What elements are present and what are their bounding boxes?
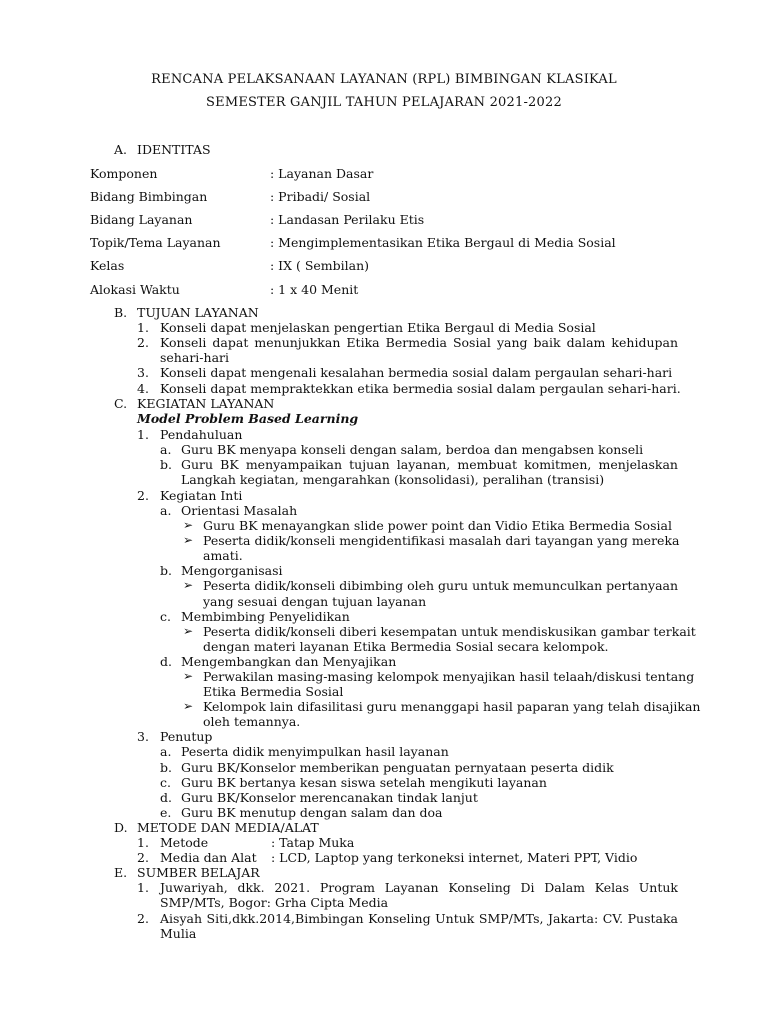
bullet-item-continuation: dengan materi layanan Etika Bermedia Sosial secara kelompok. [203, 639, 609, 654]
reference-item-continuation: Mulia [160, 926, 197, 941]
bullet-arrow-icon: ➢ [183, 533, 194, 547]
subsection-title: Penutup [160, 729, 213, 744]
identity-label-alokasi: Alokasi Waktu [90, 282, 180, 297]
list-number: 2. [137, 911, 149, 926]
reference-item: Aisyah Siti,dkk.2014,Bimbingan Konseling Untuk SMP/MTs, Jakarta: CV. Pustaka [160, 911, 678, 926]
subsection-title: Pendahuluan [160, 427, 243, 442]
identity-value-bidang-bimbingan: : Pribadi/ Sosial [270, 189, 371, 204]
reference-item-continuation: SMP/MTs, Bogor: Grha Cipta Media [160, 895, 389, 910]
section-a-heading: IDENTITAS [137, 142, 211, 157]
bullet-item: Peserta didik/konseli dibimbing oleh guru untuk memunculkan pertanyaan [203, 578, 679, 593]
identity-label-topik: Topik/Tema Layanan [90, 235, 221, 250]
list-item: Konseli dapat menunjukkan Etika Bermedia Sosial yang baik dalam kehidupan [160, 335, 678, 350]
subsection-title: Kegiatan Inti [160, 488, 243, 503]
identity-label-bidang-layanan: Bidang Layanan [90, 212, 193, 227]
section-b-marker: B. [114, 305, 128, 320]
list-item: Guru BK menyapa konseli dengan salam, berdoa dan mengabsen konseli [181, 442, 644, 457]
list-letter: c. [160, 609, 171, 624]
list-letter: b. [160, 760, 172, 775]
list-item: Peserta didik menyimpulkan hasil layanan [181, 744, 449, 759]
identity-label-kelas: Kelas [90, 258, 125, 273]
media-label: Media dan Alat [160, 850, 257, 865]
bullet-item: Kelompok lain difasilitasi guru menanggapi hasil paparan yang telah disajikan [203, 699, 701, 714]
bullet-arrow-icon: ➢ [183, 518, 194, 532]
bullet-item-continuation: yang sesuai dengan tujuan layanan [203, 594, 427, 609]
list-letter: a. [160, 442, 172, 457]
list-number: 2. [137, 850, 149, 865]
list-letter: d. [160, 654, 172, 669]
identity-value-topik: : Mengimplementasikan Etika Bergaul di Media Sosial [270, 235, 616, 250]
bullet-arrow-icon: ➢ [183, 699, 194, 713]
section-c-heading: KEGIATAN LAYANAN [137, 396, 275, 411]
bullet-item-continuation: amati. [203, 548, 243, 563]
list-number: 1. [137, 880, 149, 895]
identity-label-bidang-bimbingan: Bidang Bimbingan [90, 189, 208, 204]
list-letter: e. [160, 805, 172, 820]
identity-value-komponen: : Layanan Dasar [270, 166, 374, 181]
identity-value-kelas: : IX ( Sembilan) [270, 258, 370, 273]
section-e-heading: SUMBER BELAJAR [137, 865, 260, 880]
list-letter: a. [160, 503, 172, 518]
list-item: Guru BK/Konselor merencanakan tindak lanjut [181, 790, 478, 805]
list-item: Guru BK menutup dengan salam dan doa [181, 805, 443, 820]
bullet-arrow-icon: ➢ [183, 669, 194, 683]
identity-value-alokasi: : 1 x 40 Menit [270, 282, 359, 297]
list-item: Konseli dapat mempraktekkan etika bermedia sosial dalam pergaulan sehari-hari. [160, 381, 681, 396]
step-title: Mengembangkan dan Menyajikan [181, 654, 397, 669]
list-number: 1. [137, 427, 149, 442]
list-number: 2. [137, 335, 149, 350]
step-title: Membimbing Penyelidikan [181, 609, 350, 624]
step-title: Orientasi Masalah [181, 503, 298, 518]
document-title: RENCANA PELAKSANAAN LAYANAN (RPL) BIMBINGAN KLASIKAL [151, 72, 617, 87]
bullet-arrow-icon: ➢ [183, 578, 194, 592]
list-item: Konseli dapat menjelaskan pengertian Etika Bergaul di Media Sosial [160, 320, 596, 335]
list-item: Guru BK/Konselor memberikan penguatan pernyataan peserta didik [181, 760, 614, 775]
list-item: Guru BK bertanya kesan siswa setelah mengikuti layanan [181, 775, 547, 790]
bullet-item-continuation: oleh temannya. [203, 714, 301, 729]
list-item-continuation: sehari-hari [160, 350, 229, 365]
method-label: Metode [160, 835, 209, 850]
bullet-item: Peserta didik/konseli mengidentifikasi masalah dari tayangan yang mereka [203, 533, 680, 548]
media-value: : LCD, Laptop yang terkoneksi internet, Materi PPT, Vidio [271, 850, 638, 865]
list-letter: b. [160, 457, 172, 472]
step-title: Mengorganisasi [181, 563, 283, 578]
model-title: Model Problem Based Learning [137, 411, 359, 426]
list-number: 1. [137, 320, 149, 335]
section-c-marker: C. [114, 396, 128, 411]
list-number: 3. [137, 365, 149, 380]
method-value: : Tatap Muka [271, 835, 355, 850]
identity-value-bidang-layanan: : Landasan Perilaku Etis [270, 212, 425, 227]
list-item-continuation: Langkah kegiatan, mengarahkan (konsolidasi), peralihan (transisi) [181, 472, 605, 487]
document-subtitle: SEMESTER GANJIL TAHUN PELAJARAN 2021-2022 [206, 95, 562, 110]
list-item: Konseli dapat mengenali kesalahan bermedia sosial dalam pergaulan sehari-hari [160, 365, 673, 380]
identity-label-komponen: Komponen [90, 166, 158, 181]
section-b-heading: TUJUAN LAYANAN [137, 305, 259, 320]
list-letter: c. [160, 775, 171, 790]
bullet-item: Guru BK menayangkan slide power point dan Vidio Etika Bermedia Sosial [203, 518, 672, 533]
section-a-marker: A. [114, 142, 128, 157]
bullet-item-continuation: Etika Bermedia Sosial [203, 684, 344, 699]
bullet-item: Peserta didik/konseli diberi kesempatan untuk mendiskusikan gambar terkait [203, 624, 696, 639]
list-letter: b. [160, 563, 172, 578]
section-d-heading: METODE DAN MEDIA/ALAT [137, 820, 319, 835]
list-letter: a. [160, 744, 172, 759]
bullet-item: Perwakilan masing-masing kelompok menyajikan hasil telaah/diskusi tentang [203, 669, 695, 684]
section-d-marker: D. [114, 820, 128, 835]
list-number: 1. [137, 835, 149, 850]
list-number: 4. [137, 381, 149, 396]
list-letter: d. [160, 790, 172, 805]
section-e-marker: E. [114, 865, 128, 880]
list-item: Guru BK menyampaikan tujuan layanan, membuat komitmen, menjelaskan [181, 457, 678, 472]
list-number: 2. [137, 488, 149, 503]
list-number: 3. [137, 729, 149, 744]
reference-item: Juwariyah, dkk. 2021. Program Layanan Konseling Di Dalam Kelas Untuk [160, 880, 678, 895]
bullet-arrow-icon: ➢ [183, 624, 194, 638]
